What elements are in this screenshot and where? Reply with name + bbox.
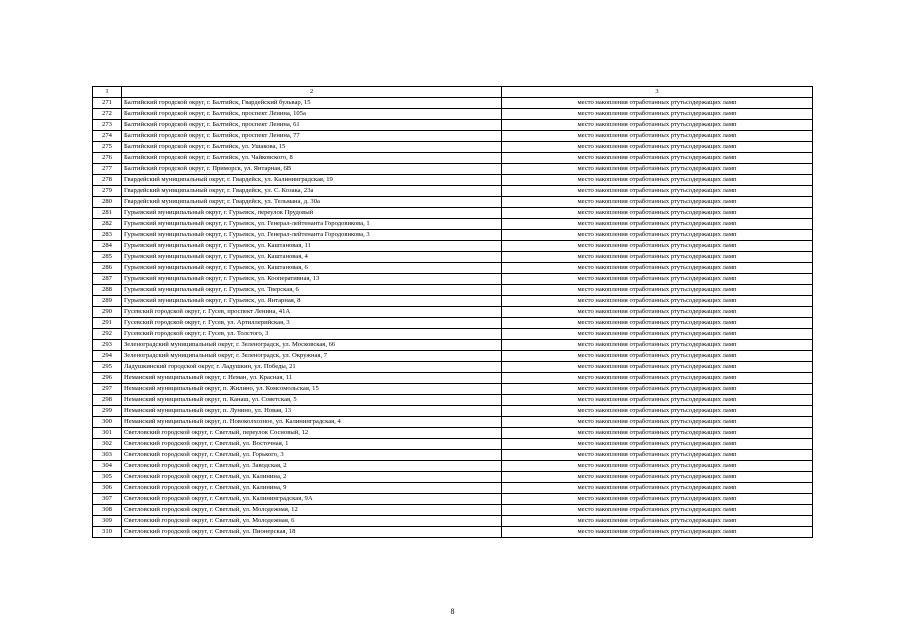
row-number-cell: 276 <box>93 153 122 164</box>
site-type-cell: место накопления отработанных ртутьсодержащих ламп <box>502 340 813 351</box>
table-row <box>93 373 813 384</box>
row-number-cell: 280 <box>93 197 122 208</box>
table-row <box>93 450 813 461</box>
site-type-cell: место накопления отработанных ртутьсодержащих ламп <box>502 274 813 285</box>
site-type-cell: место накопления отработанных ртутьсодержащих ламп <box>502 186 813 197</box>
table-row <box>93 109 813 120</box>
table-row <box>93 417 813 428</box>
row-number-cell: 275 <box>93 142 122 153</box>
row-number-cell: 285 <box>93 252 122 263</box>
table-row <box>93 186 813 197</box>
table-row <box>93 153 813 164</box>
table-row <box>93 208 813 219</box>
site-type-cell: место накопления отработанных ртутьсодержащих ламп <box>502 472 813 483</box>
site-type-cell: место накопления отработанных ртутьсодержащих ламп <box>502 406 813 417</box>
table-row <box>93 340 813 351</box>
row-number-cell: 307 <box>93 494 122 505</box>
row-number-cell: 303 <box>93 450 122 461</box>
table-row <box>93 527 813 538</box>
site-type-cell: место накопления отработанных ртутьсодержащих ламп <box>502 230 813 241</box>
address-cell: Балтийский городской округ, г. Балтийск, Гвардейский бульвар, 15 <box>122 98 502 109</box>
table-row <box>93 98 813 109</box>
table-row <box>93 461 813 472</box>
address-cell: Светловский городской округ, г. Светлый, ул. Калининградская, 9А <box>122 494 502 505</box>
site-type-cell: место накопления отработанных ртутьсодержащих ламп <box>502 285 813 296</box>
site-type-cell: место накопления отработанных ртутьсодержащих ламп <box>502 428 813 439</box>
site-type-cell: место накопления отработанных ртутьсодержащих ламп <box>502 439 813 450</box>
address-cell: Гурьевский муниципальный округ, г. Гурьевск, ул. Каштановая, 4 <box>122 252 502 263</box>
row-number-cell: 277 <box>93 164 122 175</box>
table-row <box>93 428 813 439</box>
row-number-cell: 310 <box>93 527 122 538</box>
site-type-cell: место накопления отработанных ртутьсодержащих ламп <box>502 307 813 318</box>
site-type-cell: место накопления отработанных ртутьсодержащих ламп <box>502 241 813 252</box>
table-row <box>93 285 813 296</box>
table-row <box>93 263 813 274</box>
table-row <box>93 406 813 417</box>
site-type-cell: место накопления отработанных ртутьсодержащих ламп <box>502 505 813 516</box>
address-cell: Гусевский городской округ, г. Гусев, проспект Ленина, 41А <box>122 307 502 318</box>
table-row <box>93 439 813 450</box>
site-type-cell: место накопления отработанных ртутьсодержащих ламп <box>502 197 813 208</box>
row-number-cell: 302 <box>93 439 122 450</box>
site-type-cell: место накопления отработанных ртутьсодержащих ламп <box>502 175 813 186</box>
address-cell: Балтийский городской округ, г. Балтийск, проспект Ленина, 77 <box>122 131 502 142</box>
address-cell: Светловский городской округ, г. Светлый, ул. Калинина, 2 <box>122 472 502 483</box>
address-cell: Зеленоградский муниципальный округ, г. Зеленоградск, ул. Окружная, 7 <box>122 351 502 362</box>
site-type-cell: место накопления отработанных ртутьсодержащих ламп <box>502 483 813 494</box>
address-cell: Гвардейский муниципальный округ, г. Гвардейск, ул. С. Козака, 23а <box>122 186 502 197</box>
table-row <box>93 494 813 505</box>
row-number-cell: 287 <box>93 274 122 285</box>
address-cell: Гурьевский муниципальный округ, г. Гурьевск, переулок Прудовый <box>122 208 502 219</box>
table-row <box>93 296 813 307</box>
row-number-cell: 271 <box>93 98 122 109</box>
address-cell: Балтийский городской округ, г. Балтийск, ул. Чайковского, 8 <box>122 153 502 164</box>
row-number-cell: 291 <box>93 318 122 329</box>
row-number-cell: 298 <box>93 395 122 406</box>
row-number-cell: 278 <box>93 175 122 186</box>
table-row <box>93 516 813 527</box>
table-row <box>93 274 813 285</box>
address-cell: Светловский городской округ, г. Светлый, ул. Молодежная, 12 <box>122 505 502 516</box>
site-type-cell: место накопления отработанных ртутьсодержащих ламп <box>502 494 813 505</box>
table-row <box>93 395 813 406</box>
header-cell-address: 2 <box>122 87 502 98</box>
table-row <box>93 384 813 395</box>
address-cell: Неманский муниципальный округ, п. Лунино, ул. Новая, 13 <box>122 406 502 417</box>
address-cell: Светловский городской округ, г. Светлый, ул. Восточная, 1 <box>122 439 502 450</box>
address-cell: Балтийский городской округ, г. Приморск, ул. Янтарная, 6В <box>122 164 502 175</box>
site-type-cell: место накопления отработанных ртутьсодержащих ламп <box>502 131 813 142</box>
table-row <box>93 120 813 131</box>
address-cell: Гурьевский муниципальный округ, г. Гурьевск, ул. Генерал-лейтенанта Городовикова, 1 <box>122 219 502 230</box>
table-row <box>93 351 813 362</box>
site-type-cell: место накопления отработанных ртутьсодержащих ламп <box>502 98 813 109</box>
site-type-cell: место накопления отработанных ртутьсодержащих ламп <box>502 395 813 406</box>
table-row <box>93 505 813 516</box>
table-row <box>93 175 813 186</box>
address-cell: Светловский городской округ, г. Светлый, ул. Молодежная, 6 <box>122 516 502 527</box>
header-cell-number: 1 <box>93 87 122 98</box>
row-number-cell: 281 <box>93 208 122 219</box>
row-number-cell: 282 <box>93 219 122 230</box>
row-number-cell: 274 <box>93 131 122 142</box>
site-type-cell: место накопления отработанных ртутьсодержащих ламп <box>502 384 813 395</box>
row-number-cell: 288 <box>93 285 122 296</box>
row-number-cell: 272 <box>93 109 122 120</box>
address-cell: Светловский городской округ, г. Светлый, ул. Калинина, 9 <box>122 483 502 494</box>
table-row <box>93 252 813 263</box>
row-number-cell: 304 <box>93 461 122 472</box>
header-cell-type: 3 <box>502 87 813 98</box>
site-type-cell: место накопления отработанных ртутьсодержащих ламп <box>502 208 813 219</box>
address-cell: Гурьевский муниципальный округ, г. Гурьевск, ул. Тверская, 6 <box>122 285 502 296</box>
site-type-cell: место накопления отработанных ртутьсодержащих ламп <box>502 120 813 131</box>
row-number-cell: 293 <box>93 340 122 351</box>
site-type-cell: место накопления отработанных ртутьсодержащих ламп <box>502 373 813 384</box>
row-number-cell: 299 <box>93 406 122 417</box>
address-cell: Неманский муниципальный округ, п. Канаш, ул. Советская, 5 <box>122 395 502 406</box>
site-type-cell: место накопления отработанных ртутьсодержащих ламп <box>502 153 813 164</box>
address-cell: Балтийский городской округ, г. Балтийск, проспект Ленина, 105а <box>122 109 502 120</box>
site-type-cell: место накопления отработанных ртутьсодержащих ламп <box>502 351 813 362</box>
table-row <box>93 318 813 329</box>
waste-sites-table <box>92 86 813 538</box>
site-type-cell: место накопления отработанных ртутьсодержащих ламп <box>502 516 813 527</box>
row-number-cell: 295 <box>93 362 122 373</box>
address-cell: Гурьевский муниципальный округ, г. Гурьевск, ул. Каштановая, 11 <box>122 241 502 252</box>
site-type-cell: место накопления отработанных ртутьсодержащих ламп <box>502 263 813 274</box>
row-number-cell: 279 <box>93 186 122 197</box>
table-row <box>93 219 813 230</box>
address-cell: Гвардейский муниципальный округ, г. Гвардейск, ул. Тельмана, д. 30а <box>122 197 502 208</box>
table-row <box>93 131 813 142</box>
row-number-cell: 283 <box>93 230 122 241</box>
row-number-cell: 297 <box>93 384 122 395</box>
row-number-cell: 306 <box>93 483 122 494</box>
address-cell: Балтийский городской округ, г. Балтийск, проспект Ленина, 61 <box>122 120 502 131</box>
row-number-cell: 273 <box>93 120 122 131</box>
row-number-cell: 289 <box>93 296 122 307</box>
site-type-cell: место накопления отработанных ртутьсодержащих ламп <box>502 252 813 263</box>
address-cell: Зеленоградский муниципальный округ, г. Зеленоградск, ул. Московская, 66 <box>122 340 502 351</box>
table-row <box>93 230 813 241</box>
address-cell: Светловский городской округ, г. Светлый, ул. Заводская, 2 <box>122 461 502 472</box>
row-number-cell: 305 <box>93 472 122 483</box>
address-cell: Гусевский городской округ, г. Гусев, ул. Толстого, 3 <box>122 329 502 340</box>
address-cell: Гурьевский муниципальный округ, г. Гурьевск, ул. Янтарная, 8 <box>122 296 502 307</box>
address-cell: Гусевский городской округ, г. Гусев, ул. Артиллерийская, 3 <box>122 318 502 329</box>
row-number-cell: 301 <box>93 428 122 439</box>
site-type-cell: место накопления отработанных ртутьсодержащих ламп <box>502 164 813 175</box>
table-header-row <box>93 87 813 98</box>
row-number-cell: 292 <box>93 329 122 340</box>
table-row <box>93 241 813 252</box>
row-number-cell: 294 <box>93 351 122 362</box>
site-type-cell: место накопления отработанных ртутьсодержащих ламп <box>502 109 813 120</box>
row-number-cell: 296 <box>93 373 122 384</box>
address-cell: Ладушкинский городской округ, г. Ладушкин, ул. Победы, 21 <box>122 362 502 373</box>
address-cell: Неманский муниципальный округ, п. Жилино, ул. Комсомольская, 15 <box>122 384 502 395</box>
site-type-cell: место накопления отработанных ртутьсодержащих ламп <box>502 142 813 153</box>
row-number-cell: 284 <box>93 241 122 252</box>
row-number-cell: 286 <box>93 263 122 274</box>
site-type-cell: место накопления отработанных ртутьсодержащих ламп <box>502 461 813 472</box>
table-row <box>93 329 813 340</box>
site-type-cell: место накопления отработанных ртутьсодержащих ламп <box>502 362 813 373</box>
table-row <box>93 164 813 175</box>
address-cell: Балтийский городской округ, г. Балтийск, ул. Ушакова, 15 <box>122 142 502 153</box>
site-type-cell: место накопления отработанных ртутьсодержащих ламп <box>502 450 813 461</box>
site-type-cell: место накопления отработанных ртутьсодержащих ламп <box>502 296 813 307</box>
site-type-cell: место накопления отработанных ртутьсодержащих ламп <box>502 329 813 340</box>
address-cell: Неманский муниципальный округ, п. Новоколхозное, ул. Калининградская, 4 <box>122 417 502 428</box>
row-number-cell: 308 <box>93 505 122 516</box>
site-type-cell: место накопления отработанных ртутьсодержащих ламп <box>502 527 813 538</box>
table-body <box>93 87 813 538</box>
site-type-cell: место накопления отработанных ртутьсодержащих ламп <box>502 318 813 329</box>
table-row <box>93 483 813 494</box>
address-cell: Гурьевский муниципальный округ, г. Гурьевск, ул. Кооперативная, 13 <box>122 274 502 285</box>
row-number-cell: 309 <box>93 516 122 527</box>
address-cell: Гурьевский муниципальный округ, г. Гурьевск, ул. Каштановая, 6 <box>122 263 502 274</box>
table-row <box>93 362 813 373</box>
site-type-cell: место накопления отработанных ртутьсодержащих ламп <box>502 417 813 428</box>
address-cell: Светловский городской округ, г. Светлый, ул. Пионерская, 18 <box>122 527 502 538</box>
address-cell: Гвардейский муниципальный округ, г. Гвардейск, ул. Калининградская, 19 <box>122 175 502 186</box>
table-row <box>93 307 813 318</box>
site-type-cell: место накопления отработанных ртутьсодержащих ламп <box>502 219 813 230</box>
address-cell: Гурьевский муниципальный округ, г. Гурьевск, ул. Генерал-лейтенанта Городовикова, 3 <box>122 230 502 241</box>
table-row <box>93 197 813 208</box>
address-cell: Светловский городской округ, г. Светлый, ул. Горького, 3 <box>122 450 502 461</box>
table-row <box>93 142 813 153</box>
row-number-cell: 290 <box>93 307 122 318</box>
table-row <box>93 472 813 483</box>
page-number: 8 <box>450 607 455 616</box>
address-cell: Светловский городской округ, г. Светлый, переулок Сосновый, 12 <box>122 428 502 439</box>
address-cell: Неманский муниципальный округ, г. Неман, ул. Красная, 11 <box>122 373 502 384</box>
row-number-cell: 300 <box>93 417 122 428</box>
